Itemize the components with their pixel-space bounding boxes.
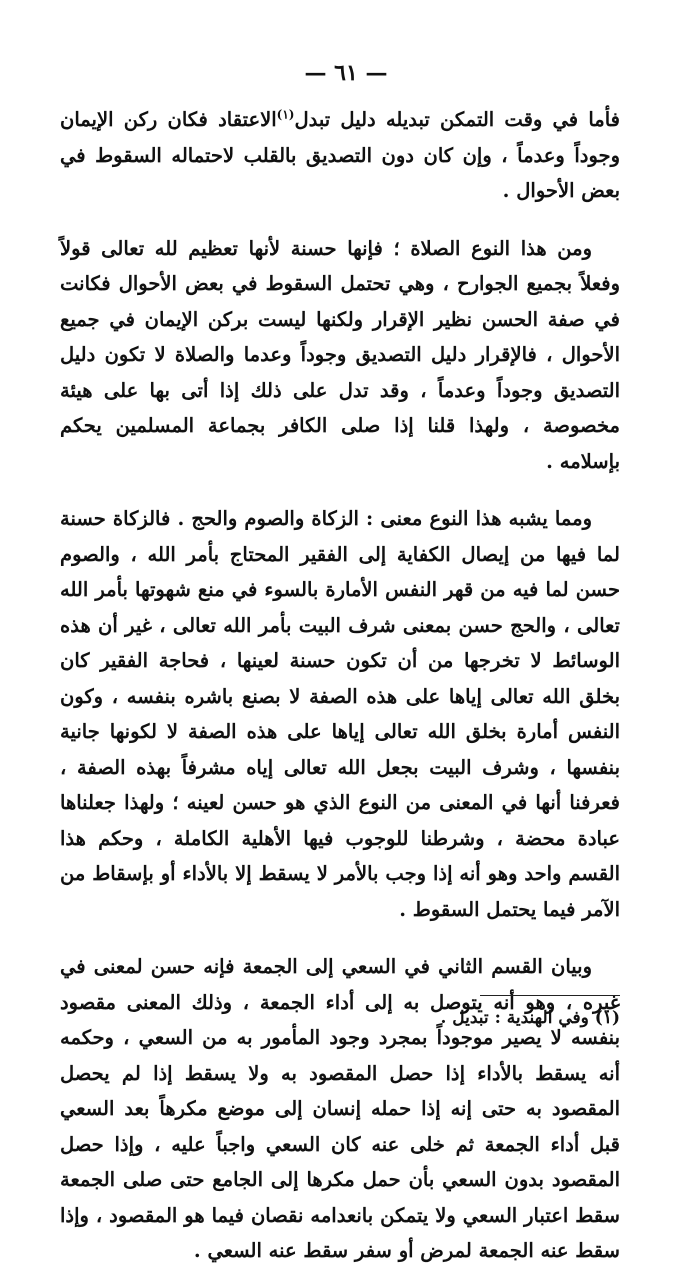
page-number: — ٦١ — bbox=[304, 60, 388, 86]
paragraph-1 bbox=[60, 102, 620, 209]
paragraph-4: وبيان القسم الثاني في السعي إلى الجمعة فإنه حسن لمعنى في غيره ، وهو أنه يتوصل به إلى أداء الجمعة ، وذلك المعنى مقصود بنفسه لا يصير موجوداً بمجرد وجود المأمور به من السعي ، وحكمه أنه يسقط بالأداء إذا حصل المقصود به ولا يسقط إذا لم يحصل المقصود به حتى إنه إذا حمله إنسان إلى موضع مكرهاً بعد السعي قبل أداء الجمعة ثم خلى عنه كان السعي واجباً عليه ، وإذا حصل المقصود بدون السعي بأن حمل مكرها إلى الجامع حتى صلى الجمعة سقط اعتبار السعي ولا يتمكن بانعدامه نقصان فيما هو المقصود ، وإذا سقط عنه الجمعة لمرض أو سفر سقط عنه السعي . bbox=[60, 955, 620, 1262]
footnote-reference[interactable]: (١) bbox=[276, 107, 295, 122]
footnote: (١) وفي الهندية : تبديل . bbox=[440, 1008, 620, 1028]
paragraph-2: ومن هذا النوع الصلاة ؛ فإنها حسنة لأنها تعظيم لله تعالى قولاً وفعلاً بجميع الجوارح ، وهي تحتمل السقوط في بعض الأحوال فكانت في صفة الحسن نظير الإقرار ولكنها ليست بركن الإيمان في جميع الأحوال ، فالإقرار دليل التصديق وجوداً وعدما والصلاة لا تكون دليل التصديق وجوداً وعدماً ، وقد تدل على ذلك إذا أتى بها على هيئة مخصوصة ، ولهذا قلنا إذا صلى الكافر بجماعة المسلمين يحكم بإسلامه . bbox=[60, 236, 620, 473]
main-text bbox=[60, 102, 620, 1269]
footnote-divider bbox=[480, 995, 620, 996]
paragraph-1-start: فأما في وقت التمكن تبديله دليل تبدل bbox=[294, 108, 621, 131]
paragraph-1-rest: الاعتقاد فكان ركن الإيمان وجوداً وعدماً ، وإن كان دون التصديق بالقلب لاحتماله السقوط في بعض الأحوال . bbox=[60, 108, 620, 202]
paragraph-3: ومما يشبه هذا النوع معنى : الزكاة والصوم والحج . فالزكاة حسنة لما فيها من إيصال الكفاية إلى الفقير المحتاج بأمر الله ، والصوم حسن لما فيه من قهر النفس الأمارة بالسوء في منع شهوتها بأمر الله تعالى ، والحج حسن بمعنى شرف البيت بأمر الله تعالى ، غير أن هذه الوسائط لا تخرجها من أن تكون حسنة لعينها ، فحاجة الفقير كان بخلق الله تعالى إياها على هذه الصفة لا بصنع باشره بنفسه ، وكون النفس أمارة بخلق الله تعالى إياها على هذه الصفة لا لكونها جانية بنفسها ، وشرف البيت بجعل الله تعالى إياه مشرفاً بهذه الصفة ، فعرفنا أنها في المعنى من النوع الذي هو حسن لعينه ؛ ولهذا جعلناها عبادة محضة ، وشرطنا للوجوب فيها الأهلية الكاملة ، وحكم هذا القسم واحد وهو أنه إذا وجب بالأمر لا يسقط إلا بالأداء أو بإسقاط من الآمر فيما يحتمل السقوط . bbox=[60, 507, 620, 921]
